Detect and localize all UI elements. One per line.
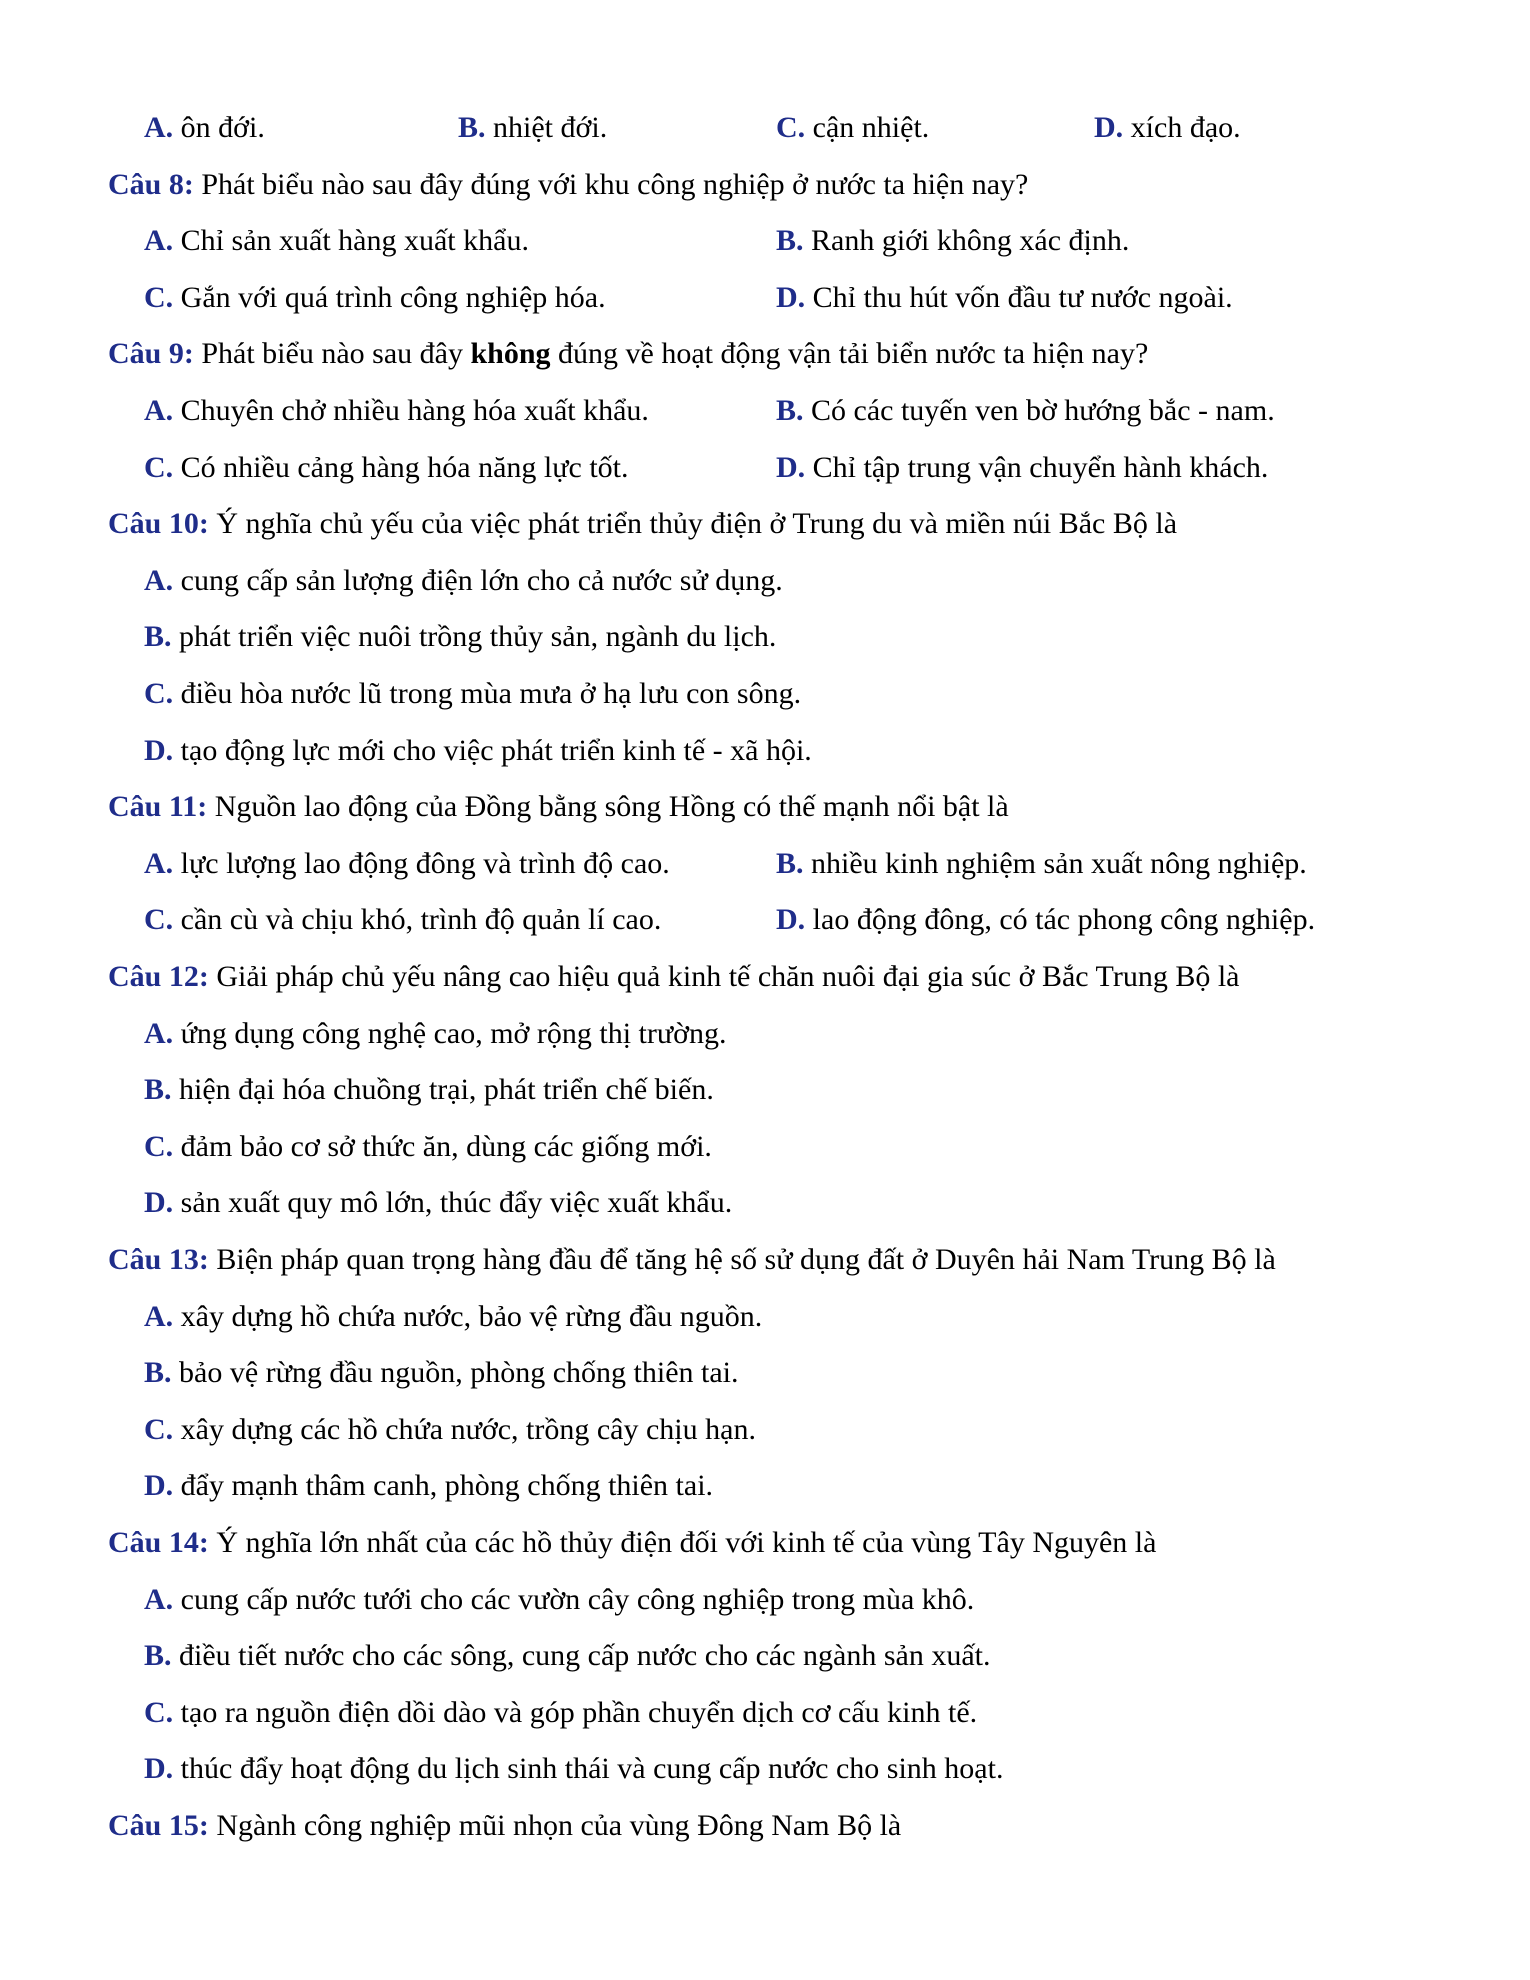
option-label: A. <box>144 1017 174 1050</box>
question-number: Câu 9: <box>108 337 194 370</box>
option-label: B. <box>144 1356 172 1389</box>
answer-option[interactable] <box>776 223 1129 259</box>
question-text: Biện pháp quan trọng hàng đầu để tăng hệ số sử dụng đất ở Duyên hải Nam Trung Bộ là <box>208 1243 1276 1276</box>
option-text: điều hòa nước lũ trong mùa mưa ở hạ lưu con sông. <box>173 677 802 710</box>
option-text: Chỉ thu hút vốn đầu tư nước ngoài. <box>805 281 1233 314</box>
question-number: Câu 8: <box>108 168 194 201</box>
question <box>108 1242 1276 1278</box>
option-label: C. <box>144 677 174 710</box>
question-text: Nguồn lao động của Đồng bằng sông Hồng có thế mạnh nổi bật là <box>207 790 1009 823</box>
option-label: A. <box>144 1583 174 1616</box>
option-label: A. <box>144 564 174 597</box>
option-text: tạo động lực mới cho việc phát triển kinh tế - xã hội. <box>173 734 812 767</box>
answer-option[interactable] <box>144 223 529 259</box>
answer-option[interactable] <box>144 619 776 655</box>
answer-option[interactable] <box>776 280 1233 316</box>
option-text: Có nhiều cảng hàng hóa năng lực tốt. <box>173 451 629 484</box>
option-label: B. <box>144 620 172 653</box>
option-label: C. <box>144 281 174 314</box>
option-text: thúc đẩy hoạt động du lịch sinh thái và cung cấp nước cho sinh hoạt. <box>173 1752 1004 1785</box>
option-label: D. <box>144 734 174 767</box>
option-text: xây dựng hồ chứa nước, bảo vệ rừng đầu nguồn. <box>173 1300 763 1333</box>
option-text: cung cấp sản lượng điện lớn cho cả nước sử dụng. <box>173 564 783 597</box>
option-text: xích đạo. <box>1123 111 1241 144</box>
answer-option[interactable] <box>144 563 783 599</box>
answer-option[interactable] <box>144 1129 712 1165</box>
option-label: B. <box>144 1073 172 1106</box>
option-text: ứng dụng công nghệ cao, mở rộng thị trường. <box>173 1017 727 1050</box>
answer-option[interactable] <box>144 902 661 938</box>
option-label: A. <box>144 224 174 257</box>
option-label: C. <box>144 1130 174 1163</box>
option-label: B. <box>776 224 804 257</box>
answer-option[interactable] <box>144 1412 756 1448</box>
answer-option[interactable] <box>144 1355 739 1391</box>
option-label: D. <box>144 1469 174 1502</box>
option-text: hiện đại hóa chuồng trại, phát triển chế biến. <box>171 1073 714 1106</box>
question <box>108 506 1177 542</box>
answer-option[interactable] <box>144 1016 727 1052</box>
option-text: Chỉ sản xuất hàng xuất khẩu. <box>173 224 529 257</box>
option-label: C. <box>144 1696 174 1729</box>
option-text: cung cấp nước tưới cho các vườn cây công nghiệp trong mùa khô. <box>173 1583 975 1616</box>
option-label: D. <box>776 903 806 936</box>
option-text: cận nhiệt. <box>805 111 930 144</box>
question-number: Câu 14: <box>108 1526 209 1559</box>
option-label: A. <box>144 394 174 427</box>
answer-option[interactable] <box>144 1638 990 1674</box>
option-text: tạo ra nguồn điện dồi dào và góp phần chuyển dịch cơ cấu kinh tế. <box>173 1696 978 1729</box>
question-text: Ngành công nghiệp mũi nhọn của vùng Đông Nam Bộ là <box>208 1809 902 1842</box>
question <box>108 167 1028 203</box>
option-text: lực lượng lao động đông và trình độ cao. <box>173 847 670 880</box>
question-text: Ý nghĩa lớn nhất của các hồ thủy điện đối với kinh tế của vùng Tây Nguyên là <box>208 1526 1157 1559</box>
question-emphasis: không <box>470 337 551 370</box>
answer-option[interactable] <box>144 1299 762 1335</box>
question <box>108 1525 1156 1561</box>
answer-option[interactable] <box>144 733 812 769</box>
question-text: Phát biểu nào sau đây đúng với khu công nghiệp ở nước ta hiện nay? <box>193 168 1029 201</box>
answer-option[interactable] <box>144 676 801 712</box>
question-number: Câu 12: <box>108 960 209 993</box>
answer-option[interactable] <box>1094 110 1241 146</box>
option-label: D. <box>776 451 806 484</box>
option-label: C. <box>144 1413 174 1446</box>
option-label: B. <box>144 1639 172 1672</box>
option-text: Ranh giới không xác định. <box>803 224 1130 257</box>
question <box>108 1808 901 1844</box>
option-text: ôn đới. <box>173 111 265 144</box>
answer-option[interactable] <box>144 1468 713 1504</box>
option-text: bảo vệ rừng đầu nguồn, phòng chống thiên tai. <box>171 1356 739 1389</box>
question <box>108 336 1148 372</box>
answer-option[interactable] <box>144 1751 1003 1787</box>
option-label: A. <box>144 111 174 144</box>
question-number: Câu 10: <box>108 507 209 540</box>
option-text: đảm bảo cơ sở thức ăn, dùng các giống mới. <box>173 1130 712 1163</box>
option-label: D. <box>144 1186 174 1219</box>
question-number: Câu 15: <box>108 1809 209 1842</box>
option-text: Chỉ tập trung vận chuyển hành khách. <box>805 451 1269 484</box>
option-text: Chuyên chở nhiều hàng hóa xuất khẩu. <box>173 394 649 427</box>
option-label: A. <box>144 847 174 880</box>
option-text: điều tiết nước cho các sông, cung cấp nước cho các ngành sản xuất. <box>171 1639 991 1672</box>
option-label: D. <box>144 1752 174 1785</box>
answer-option[interactable] <box>458 110 607 146</box>
option-label: A. <box>144 1300 174 1333</box>
option-text: đẩy mạnh thâm canh, phòng chống thiên tai. <box>173 1469 714 1502</box>
option-label: C. <box>776 111 806 144</box>
option-text: lao động đông, có tác phong công nghiệp. <box>805 903 1316 936</box>
option-text: Có các tuyến ven bờ hướng bắc - nam. <box>803 394 1275 427</box>
option-text: nhiều kinh nghiệm sản xuất nông nghiệp. <box>803 847 1307 880</box>
question-number: Câu 13: <box>108 1243 209 1276</box>
option-label: B. <box>458 111 486 144</box>
question <box>108 959 1239 995</box>
answer-option[interactable] <box>776 110 929 146</box>
option-text: cần cù và chịu khó, trình độ quản lí cao. <box>173 903 662 936</box>
option-label: C. <box>144 451 174 484</box>
answer-option[interactable] <box>144 1072 714 1108</box>
question-number: Câu 11: <box>108 790 208 823</box>
option-label: D. <box>776 281 806 314</box>
question <box>108 789 1009 825</box>
answer-option[interactable] <box>776 450 1268 486</box>
option-text: phát triển việc nuôi trồng thủy sản, ngành du lịch. <box>171 620 777 653</box>
option-text: nhiệt đới. <box>485 111 608 144</box>
answer-option[interactable] <box>144 280 606 316</box>
option-label: C. <box>144 903 174 936</box>
answer-option[interactable] <box>144 1582 974 1618</box>
option-text: xây dựng các hồ chứa nước, trồng cây chịu hạn. <box>173 1413 756 1446</box>
question-text: Giải pháp chủ yếu nâng cao hiệu quả kinh tế chăn nuôi đại gia súc ở Bắc Trung Bộ là <box>208 960 1240 993</box>
option-label: B. <box>776 394 804 427</box>
option-text: sản xuất quy mô lớn, thúc đẩy việc xuất khẩu. <box>173 1186 733 1219</box>
answer-option[interactable] <box>776 846 1307 882</box>
answer-option[interactable] <box>776 902 1315 938</box>
answer-option[interactable] <box>144 450 629 486</box>
answer-option[interactable] <box>776 393 1275 429</box>
option-label: B. <box>776 847 804 880</box>
question-text: Ý nghĩa chủ yếu của việc phát triển thủy điện ở Trung du và miền núi Bắc Bộ là <box>208 507 1178 540</box>
answer-option[interactable] <box>144 1695 977 1731</box>
question-text: Phát biểu nào sau đây <box>193 337 471 370</box>
answer-option[interactable] <box>144 393 649 429</box>
answer-option[interactable] <box>144 846 670 882</box>
option-label: D. <box>1094 111 1124 144</box>
option-text: Gắn với quá trình công nghiệp hóa. <box>173 281 606 314</box>
question-text: đúng về hoạt động vận tải biển nước ta hiện nay? <box>550 337 1149 370</box>
answer-option[interactable] <box>144 1185 732 1221</box>
answer-option[interactable] <box>144 110 265 146</box>
